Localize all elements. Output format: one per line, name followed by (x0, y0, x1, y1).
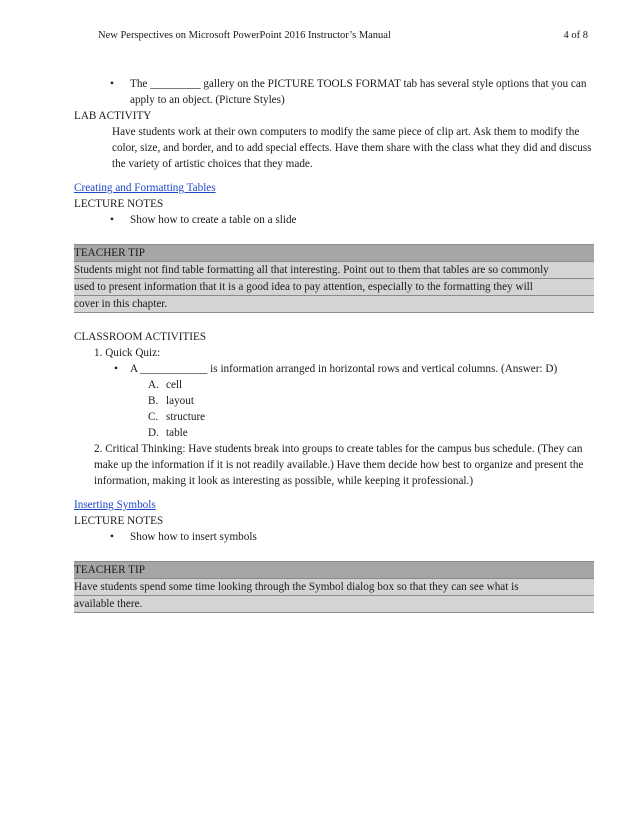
teacher-tip-line: used to present information that it is a good idea to pay attention, especially to the formatting they will (74, 279, 594, 296)
bullet-icon: • (110, 78, 114, 90)
lab-activity-heading: LAB ACTIVITY (74, 110, 152, 122)
bullet-text: Show how to insert symbols (130, 531, 257, 543)
teacher-tip-heading: TEACHER TIP (74, 245, 594, 262)
bullet-text: The _________ gallery on the PICTURE TOOLS FORMAT tab has several style options that you can apply to an object. (Picture Styles) (130, 78, 587, 106)
lecture-notes-heading-tables: LECTURE NOTES (74, 198, 164, 210)
page-number: 4 of 8 (563, 30, 588, 41)
lecture-notes-heading-symbols: LECTURE NOTES (74, 515, 164, 527)
teacher-tip-heading: TEACHER TIP (74, 562, 594, 579)
quiz-question-text: A ____________ is information arranged in horizontal rows and vertical columns. (Answer: D) (130, 363, 558, 375)
teacher-tip-line: cover in this chapter. (74, 296, 594, 313)
section-tables-link[interactable]: Creating and Formatting Tables (74, 182, 216, 194)
bullet-icon: • (110, 214, 114, 226)
teacher-tip-line: Have students spend some time looking through the Symbol dialog box so that they can see what is (74, 579, 594, 596)
option-letter: A. (148, 379, 159, 391)
bullet-icon: • (110, 531, 114, 543)
bullet-text: Show how to create a table on a slide (130, 214, 297, 226)
option-text: cell (166, 379, 183, 391)
option-text: structure (166, 411, 206, 423)
classroom-activities-heading: CLASSROOM ACTIVITIES (74, 331, 207, 343)
quick-quiz-title: 1. Quick Quiz: (94, 347, 161, 359)
quiz-question (74, 361, 594, 377)
option-letter: B. (148, 395, 159, 407)
teacher-tip-line: Students might not find table formatting all that interesting. Point out to them that tables are so commonly (74, 262, 594, 279)
document-body (74, 76, 594, 613)
bullet-icon: • (114, 363, 118, 375)
section-tables-title[interactable] (74, 180, 594, 196)
quiz-option (74, 377, 594, 393)
quiz-option (74, 425, 594, 441)
section-symbols-link[interactable]: Inserting Symbols (74, 499, 156, 511)
bullet-create-table (74, 212, 594, 228)
section-symbols-title[interactable] (74, 497, 594, 513)
option-text: table (166, 427, 188, 439)
option-letter: C. (148, 411, 159, 423)
teacher-tip-line: available there. (74, 596, 594, 613)
option-letter: D. (148, 427, 159, 439)
teacher-tip-box-1 (74, 244, 594, 313)
option-text: layout (166, 395, 194, 407)
bullet-picture-styles (74, 76, 594, 108)
header-title: New Perspectives on Microsoft PowerPoint 2016 Instructor’s Manual (98, 30, 391, 41)
quiz-option (74, 393, 594, 409)
lab-activity-text: Have students work at their own computers to modify the same piece of clip art. Ask them to modify the color, size, and border, and to add special effects. Have them share with the class what they did and discuss the variety of artistic choices that they made. (112, 126, 592, 170)
quiz-option (74, 409, 594, 425)
critical-thinking-text: 2. Critical Thinking: Have students break into groups to create tables for the campus bus schedule. (They can make up the information if it is not readily available.) Have them decide how best to organize and present the information, making it look as interesting as possible, while keeping it professional.) (94, 443, 584, 487)
bullet-insert-symbols (74, 529, 594, 545)
teacher-tip-box-2 (74, 561, 594, 613)
